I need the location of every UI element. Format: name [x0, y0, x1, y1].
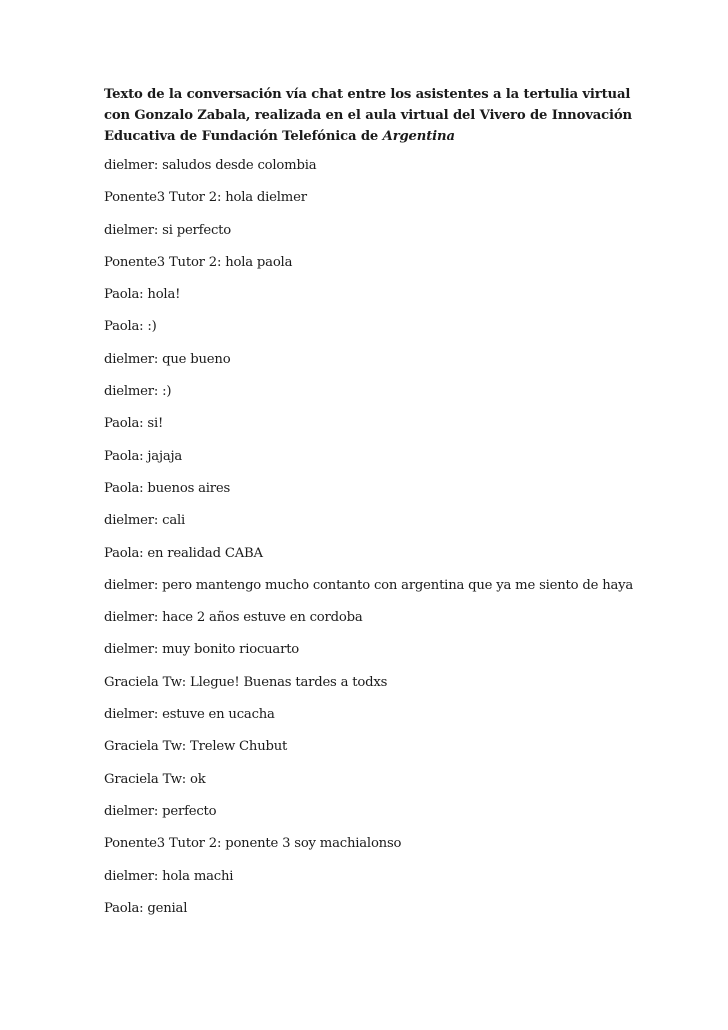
- chat-line: Graciela Tw: Llegue! Buenas tardes a todxs: [104, 674, 388, 690]
- chat-line: Paola: genial: [104, 900, 188, 916]
- document-content: [104, 84, 634, 932]
- chat-line: dielmer: muy bonito riocuarto: [104, 642, 300, 658]
- document-title-text: Texto de la conversación vía chat entre los asistentes a la tertulia virtual con Gonzalo Zabala, realizada en el aula virtual del Vivero de Innovación Educativa de Fundación Telefónica de: [104, 87, 632, 144]
- chat-line: Ponente3 Tutor 2: hola paola: [104, 254, 293, 270]
- chat-line: Paola: jajaja: [104, 448, 183, 464]
- chat-line: dielmer: pero mantengo mucho contanto con argentina que ya me siento de haya: [104, 577, 634, 593]
- chat-line: Graciela Tw: ok: [104, 771, 206, 787]
- document-title: [104, 84, 634, 147]
- chat-line: dielmer: cali: [104, 513, 186, 529]
- chat-line: dielmer: hace 2 años estuve en cordoba: [104, 610, 363, 626]
- chat-line: dielmer: si perfecto: [104, 222, 231, 238]
- chat-line: Paola: en realidad CABA: [104, 545, 263, 561]
- chat-line: Paola: si!: [104, 416, 164, 432]
- document-title-italic: Argentina: [382, 129, 455, 144]
- chat-line: dielmer: :): [104, 384, 172, 400]
- chat-line: Paola: buenos aires: [104, 480, 231, 496]
- chat-line: dielmer: perfecto: [104, 803, 217, 819]
- chat-line: Paola: hola!: [104, 287, 181, 303]
- chat-line: dielmer: estuve en ucacha: [104, 707, 275, 723]
- chat-line: Paola: :): [104, 319, 157, 335]
- chat-line: dielmer: hola machi: [104, 868, 234, 884]
- chat-line: Ponente3 Tutor 2: ponente 3 soy machialonso: [104, 836, 402, 852]
- chat-line: Ponente3 Tutor 2: hola dielmer: [104, 190, 307, 206]
- chat-line: dielmer: saludos desde colombia: [104, 158, 317, 173]
- chat-line: dielmer: que bueno: [104, 351, 231, 367]
- chat-line: Graciela Tw: Trelew Chubut: [104, 739, 288, 755]
